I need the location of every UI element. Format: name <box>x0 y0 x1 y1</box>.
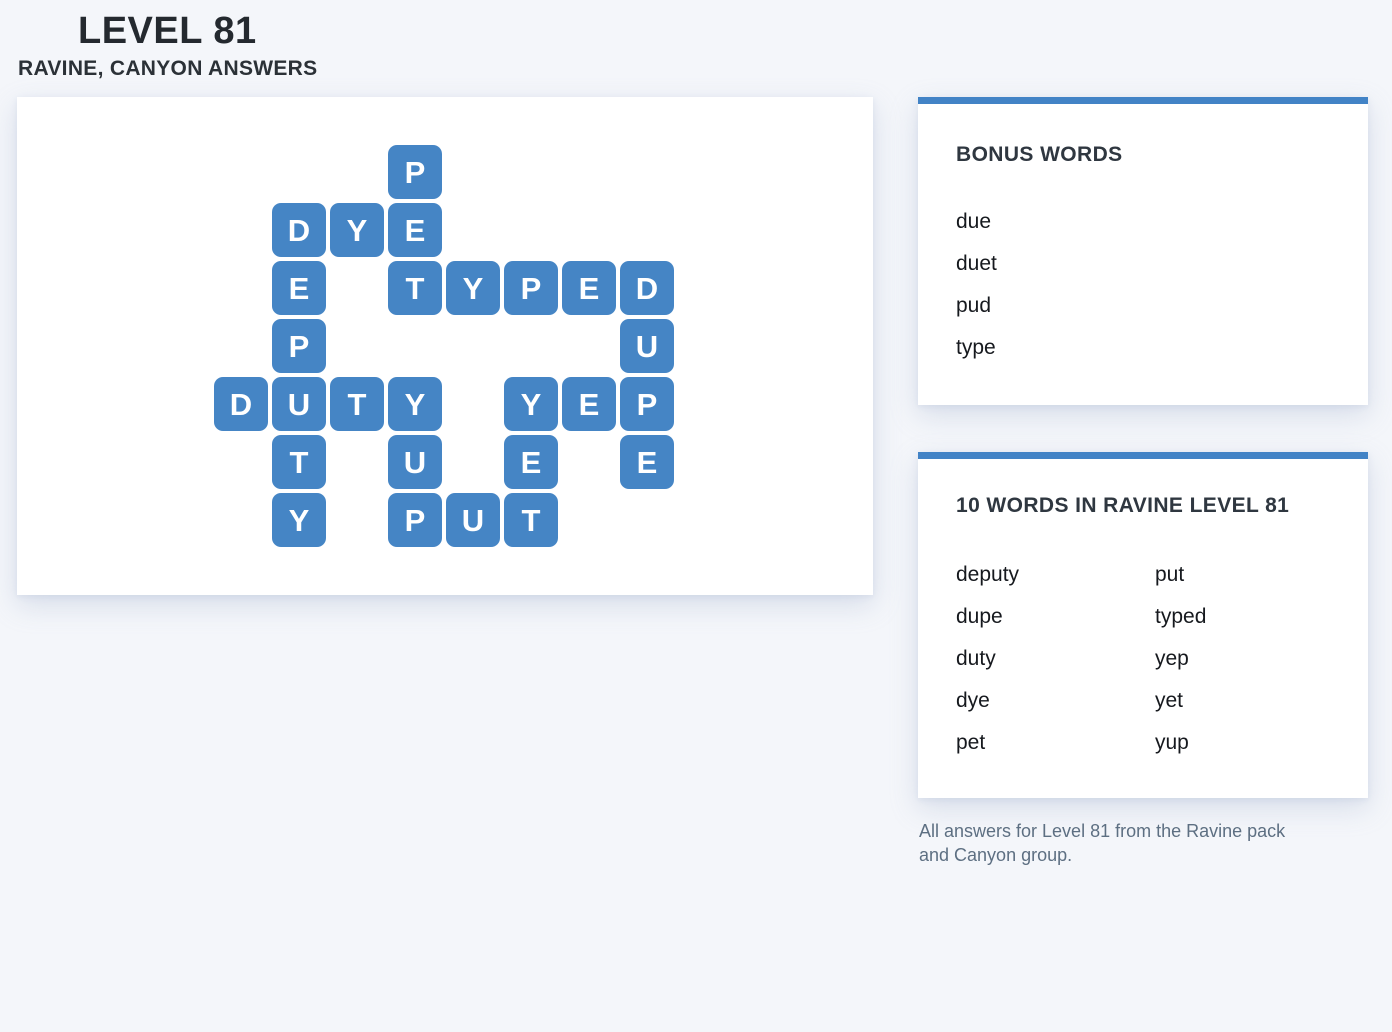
letter-tile: Y <box>504 377 558 431</box>
letter-tile: U <box>446 493 500 547</box>
answer-word: duty <box>956 647 996 670</box>
tile-grid <box>214 145 674 547</box>
answer-word: deputy <box>956 563 1020 586</box>
answer-word: yup <box>1155 731 1189 754</box>
bonus-word: due <box>956 210 992 233</box>
letter-tile: P <box>388 145 442 199</box>
bonus-words-list <box>956 201 1338 369</box>
letter-tile: E <box>504 435 558 489</box>
bonus-words-title: BONUS WORDS <box>956 143 1123 166</box>
letter-tile: T <box>388 261 442 315</box>
letter-tile: P <box>620 377 674 431</box>
letter-tile: T <box>272 435 326 489</box>
panel-accent-bar <box>918 97 1368 104</box>
letter-tile: Y <box>272 493 326 547</box>
letter-tile: E <box>562 261 616 315</box>
answer-word: dupe <box>956 605 1003 628</box>
letter-tile: Y <box>330 203 384 257</box>
letter-tile: P <box>272 319 326 373</box>
page-title: LEVEL 81 <box>78 10 257 52</box>
letter-tile: D <box>272 203 326 257</box>
answer-word: put <box>1155 563 1185 586</box>
level-words-title: 10 WORDS IN RAVINE LEVEL 81 <box>956 494 1290 517</box>
letter-tile: E <box>620 435 674 489</box>
letter-tile: Y <box>446 261 500 315</box>
letter-tile: P <box>504 261 558 315</box>
bonus-words-panel <box>918 97 1368 405</box>
footer-note: All answers for Level 81 from the Ravine pack and Canyon group. <box>919 821 1286 865</box>
letter-tile: D <box>620 261 674 315</box>
bonus-word: type <box>956 336 996 359</box>
level-words-panel <box>918 452 1368 798</box>
puzzle-board-panel <box>17 97 873 595</box>
letter-tile: P <box>388 493 442 547</box>
answer-word: dye <box>956 689 990 712</box>
letter-tile: U <box>388 435 442 489</box>
letter-tile: E <box>388 203 442 257</box>
letter-tile: T <box>330 377 384 431</box>
panel-accent-bar <box>918 452 1368 459</box>
letter-tile: U <box>620 319 674 373</box>
letter-tile: E <box>562 377 616 431</box>
answer-word: pet <box>956 731 986 754</box>
bonus-word: duet <box>956 252 997 275</box>
answer-word: typed <box>1155 605 1207 628</box>
page-subtitle: RAVINE, CANYON ANSWERS <box>18 57 318 80</box>
answer-word-column <box>956 554 1155 764</box>
bonus-word: pud <box>956 294 992 317</box>
answer-word-column <box>1155 554 1206 764</box>
letter-tile: U <box>272 377 326 431</box>
letter-tile: E <box>272 261 326 315</box>
letter-tile: Y <box>388 377 442 431</box>
level-words-columns <box>956 554 1338 764</box>
answer-word: yet <box>1155 689 1184 712</box>
answer-word: yep <box>1155 647 1189 670</box>
letter-tile: T <box>504 493 558 547</box>
letter-tile: D <box>214 377 268 431</box>
